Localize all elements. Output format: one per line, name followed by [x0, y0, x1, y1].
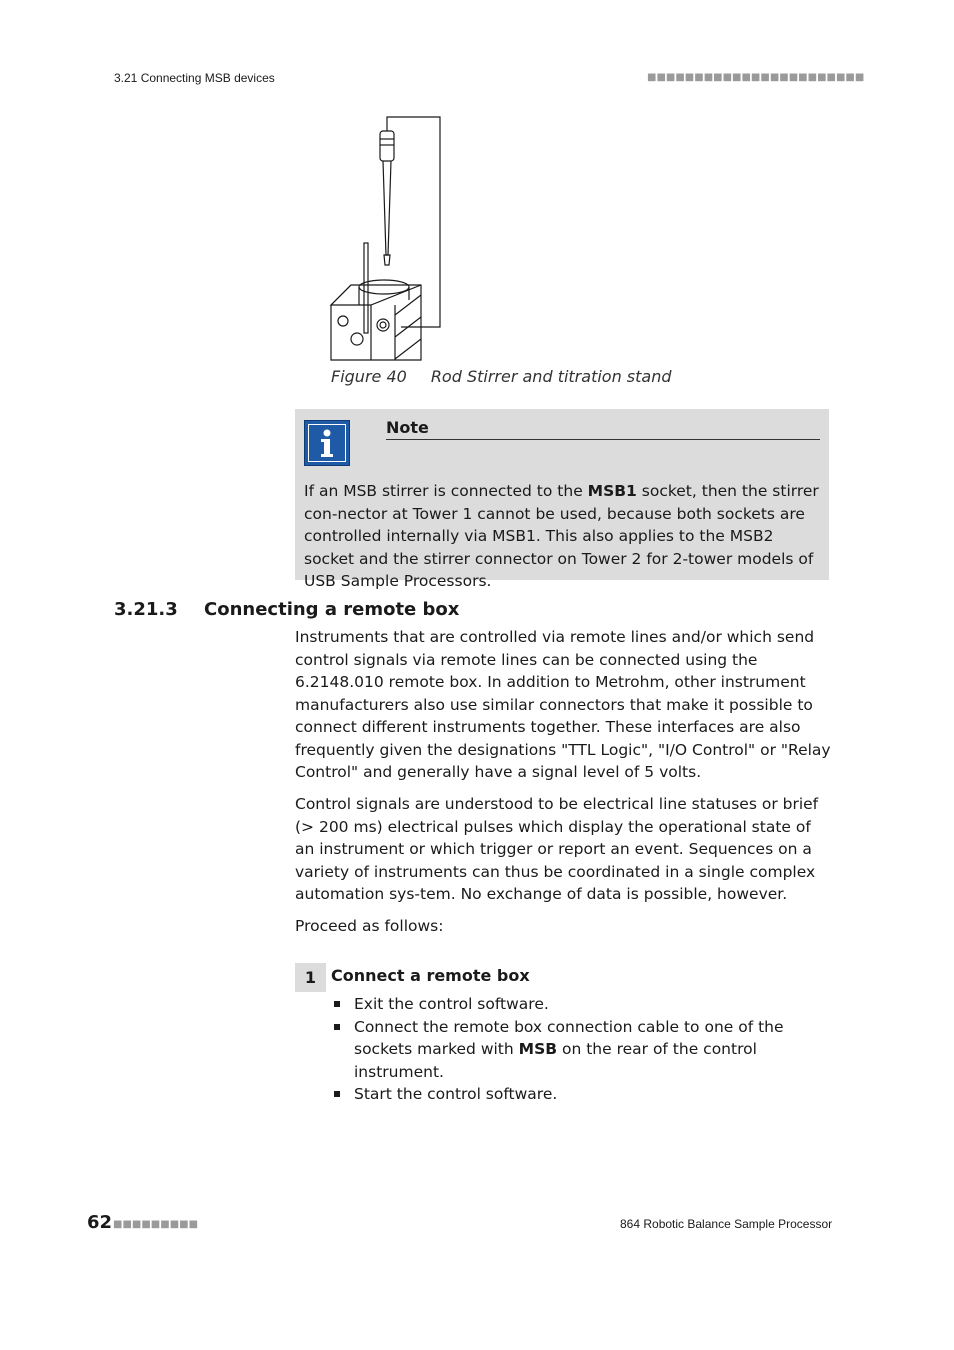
- figure-title: Rod Stirrer and titration stand: [430, 367, 672, 386]
- msb1-socket-term: MSB1: [587, 482, 637, 500]
- step-number: 1: [295, 963, 326, 992]
- paragraph-control-signals: Control signals are understood to be electrical line statuses or brief (> 200 ms) electrical pulses which display the operational state of an instrument or which trigger or report an event. Sequences on a variety of instruments can thus be coordinated in a single complex automation sys-tem. No exchange of data is possible, however.: [295, 795, 819, 903]
- paragraph-remote-lines: Instruments that are controlled via remote lines and/or which send control signals via remote lines can be connected using the 6.2148.010 remote box. In addition to Metrohm, other instrument manufacturers also use similar connectors that make it possible to connect different instruments together. These interfaces are also frequently given the designations "TTL Logic", "I/O Control" or "Relay Control" and generally have a signal level of 5 volts.: [295, 628, 831, 781]
- note-title: Note: [386, 418, 820, 440]
- paragraph-proceed: Proceed as follows:: [295, 917, 444, 935]
- rod-stirrer-illustration: [329, 115, 444, 362]
- note-text: If an MSB stirrer is connected to the MSB1 socket, then the stirrer con-nector at Tower 1 cannot be used, because both sockets are controlled internally via MSB1. This also applies to the MSB2 socket and the stirrer connector on Tower 2 for 2-tower models of USB Sample Processors.: [304, 482, 819, 590]
- figure-label: Figure 40: [331, 367, 407, 386]
- footer-product-name: 864 Robotic Balance Sample Processor: [620, 1217, 833, 1231]
- step-bullet-list: [331, 993, 831, 1106]
- page-number: 62: [87, 1212, 113, 1233]
- running-header-section: 3.21 Connecting MSB devices: [114, 71, 275, 85]
- figure-caption: [331, 367, 672, 386]
- step-title: Connect a remote box: [331, 966, 530, 985]
- list-item: Connect the remote box connection cable to one of the sockets marked with MSB on the rear of the control instrument.: [331, 1016, 831, 1084]
- list-item: Start the control software.: [331, 1083, 831, 1106]
- list-item: Exit the control software.: [331, 993, 831, 1016]
- info-icon: [304, 420, 350, 466]
- header-dot-rule: ■■■■■■■■■■■■■■■■■■■■■■■: [647, 72, 865, 83]
- footer-dot-rule: ■■■■■■■■■: [113, 1219, 199, 1230]
- msb-term: MSB: [518, 1040, 558, 1058]
- section-number: 3.21.3: [114, 599, 178, 620]
- section-heading: [114, 599, 459, 620]
- section-title: Connecting a remote box: [204, 599, 460, 620]
